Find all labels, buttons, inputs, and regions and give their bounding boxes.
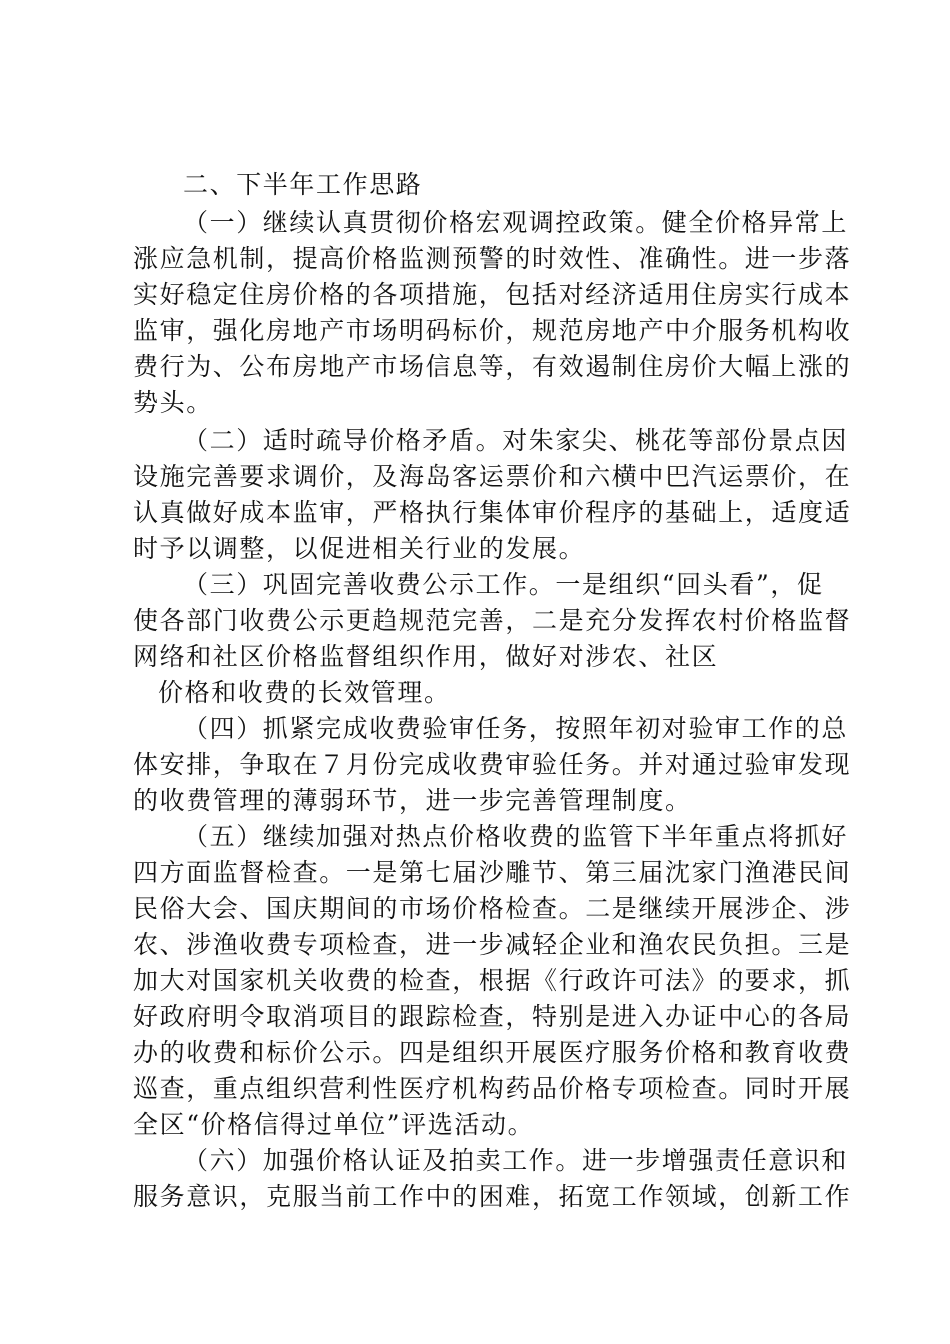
paragraph-line: 时予以调整，以促进相关行业的发展。	[133, 534, 586, 563]
paragraph-line: 势头。	[133, 388, 213, 417]
paragraph-line: 使各部门收费公示更趋规范完善，二是充分发挥农村价格监督	[133, 606, 852, 635]
paragraph-line: 巡查，重点组织营利性医疗机构药品价格专项检查。同时开展	[133, 1074, 852, 1103]
paragraph-line: （二）适时疏导价格矛盾。对朱家尖、桃花等部份景点因	[183, 426, 849, 455]
paragraph-line: 的收费管理的薄弱环节，进一步完善管理制度。	[133, 786, 692, 815]
paragraph-line: 网络和社区价格监督组织作用，做好对涉农、社区	[133, 642, 719, 671]
paragraph-line: 设施完善要求调价，及海岛客运票价和六横中巴汽运票价，在	[133, 462, 852, 491]
paragraph-line: （四）抓紧完成收费验审任务，按照年初对验审工作的总	[183, 714, 849, 743]
paragraph-line: 费行为、公布房地产市场信息等，有效遏制住房价大幅上涨的	[133, 352, 852, 381]
paragraph-line: 认真做好成本监审，严格执行集体审价程序的基础上，适度适	[133, 498, 852, 527]
paragraph-line: 农、涉渔收费专项检查，进一步减轻企业和渔农民负担。三是	[133, 930, 852, 959]
paragraph-line: 监审，强化房地产市场明码标价，规范房地产中介服务机构收	[133, 316, 852, 345]
paragraph-line: （三）巩固完善收费公示工作。一是组织“回头看”，促	[183, 570, 824, 599]
paragraph-line: 涨应急机制，提高价格监测预警的时效性、准确性。进一步落	[133, 244, 852, 273]
paragraph-line: 四方面监督检查。一是第七届沙雕节、第三届沈家门渔港民间	[133, 858, 852, 887]
paragraph-line: 好政府明令取消项目的跟踪检查，特别是进入办证中心的各局	[133, 1002, 852, 1031]
paragraph-line: 服务意识，克服当前工作中的困难，拓宽工作领域，创新工作	[133, 1182, 852, 1211]
paragraph-line: 体安排，争取在７月份完成收费审验任务。并对通过验审发现	[133, 750, 852, 779]
paragraph-line: 实好稳定住房价格的各项措施，包括对经济适用住房实行成本	[133, 280, 852, 309]
paragraph-line: （六）加强价格认证及拍卖工作。进一步增强责任意识和	[183, 1146, 849, 1175]
paragraph-line: （五）继续加强对热点价格收费的监管下半年重点将抓好	[183, 822, 849, 851]
paragraph-line: 全区“价格信得过单位”评选活动。	[133, 1110, 535, 1139]
section-heading: 二、下半年工作思路	[183, 170, 423, 199]
paragraph-line: 民俗大会、国庆期间的市场价格检查。二是继续开展涉企、涉	[133, 894, 852, 923]
paragraph-line: 办的收费和标价公示。四是组织开展医疗服务价格和教育收费	[133, 1038, 852, 1067]
paragraph-line: （一）继续认真贯彻价格宏观调控政策。健全价格异常上	[183, 208, 849, 237]
paragraph-line: 加大对国家机关收费的检查，根据《行政许可法》的要求，抓	[133, 966, 852, 995]
paragraph-line: 价格和收费的长效管理。	[158, 678, 451, 707]
